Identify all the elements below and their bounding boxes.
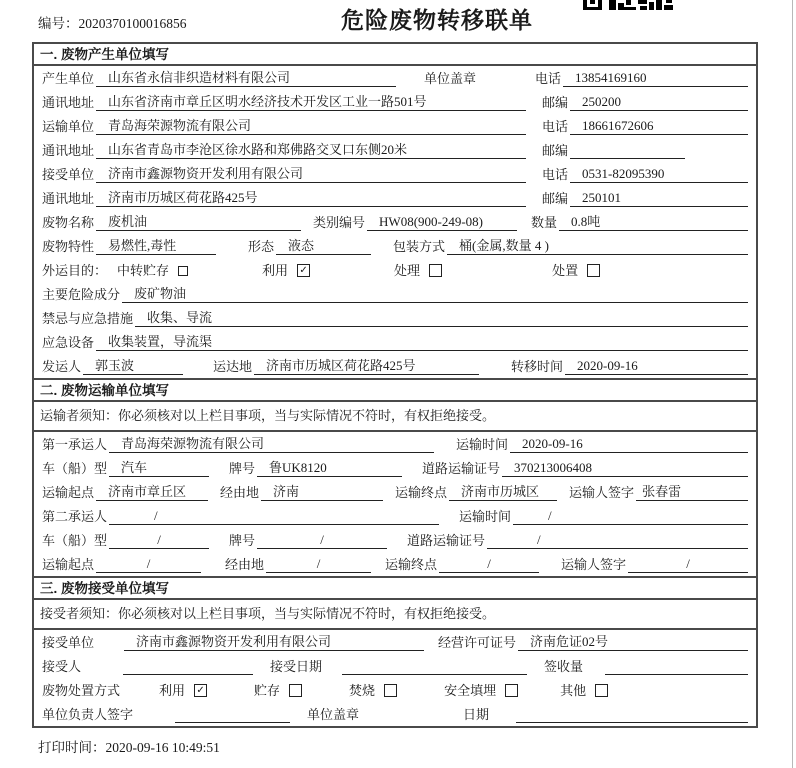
document-header — [0, 0, 796, 42]
measures-value: 收集、导流 — [135, 310, 748, 327]
plate-label: 牌号 — [229, 461, 256, 476]
field-row-route-2 — [34, 552, 756, 576]
field-row-hazard-components — [34, 282, 756, 306]
receiver-address-value: 济南市历城区荷花路425号 — [96, 190, 526, 207]
carrier-sign-label: 运输人签字 — [569, 485, 635, 500]
disposal-option-landfill — [442, 683, 518, 699]
transporter-phone-label: 电话 — [542, 119, 569, 134]
transport-time-value: 2020-09-16 — [510, 436, 748, 453]
vehicle-type-2-label: 车（船）型 — [42, 533, 108, 548]
route-via-value: 济南 — [261, 484, 383, 501]
second-carrier-label: 第二承运人 — [42, 509, 108, 524]
purpose-option-label: 利用 — [262, 263, 289, 278]
field-row-shipper — [34, 354, 756, 378]
field-row-second-carrier — [34, 504, 756, 528]
route-start-label: 运输起点 — [42, 485, 95, 500]
transporter-zip-label: 邮编 — [542, 143, 569, 158]
disposal-option-store — [252, 683, 302, 699]
checkbox-treat — [429, 264, 442, 277]
transport-time-label: 运输时间 — [456, 437, 509, 452]
plate-value: 鲁UK8120 — [257, 460, 402, 477]
field-row-receiver-unit — [34, 162, 756, 186]
waste-form-value: 液态 — [276, 238, 371, 255]
route-via-label: 经由地 — [220, 485, 260, 500]
road-license-2-value: / — [487, 532, 748, 549]
shipper-value: 郭玉波 — [83, 358, 183, 375]
receiver-notice: 接受者须知：你必须核对以上栏目事项，当与实际情况不符时，有权拒绝接受。 — [34, 600, 756, 630]
checkbox-transfer-storage — [178, 266, 188, 276]
receiver-zip-value: 250101 — [570, 190, 748, 207]
producer-address-label: 通讯地址 — [42, 95, 95, 110]
road-license-2-label: 道路运输证号 — [407, 533, 486, 548]
waste-name-label: 废物名称 — [42, 215, 95, 230]
responsible-sign-label: 单位负责人签字 — [42, 707, 134, 722]
packing-label: 包装方式 — [393, 239, 446, 254]
waste-category-label: 类别编号 — [313, 215, 366, 230]
field-row-transporter-unit — [34, 114, 756, 138]
transfer-time-value: 2020-09-16 — [565, 358, 748, 375]
transporter-unit-value: 青岛海荣源物流有限公司 — [96, 118, 526, 135]
receiving-unit-value: 济南市鑫源物资开发利用有限公司 — [124, 634, 424, 651]
document-number — [38, 12, 187, 32]
transporter-zip-value — [570, 158, 685, 159]
shipper-label: 发运人 — [42, 359, 82, 374]
section-receiver — [34, 576, 756, 726]
field-row-waste-props — [34, 234, 756, 258]
received-qty-value — [605, 674, 748, 675]
route-end-2-value: / — [439, 556, 539, 573]
route-start-2-value: / — [96, 556, 201, 573]
accept-date-label: 接受日期 — [270, 659, 323, 674]
transporter-unit-label: 运输单位 — [42, 119, 95, 134]
receiver-phone-label: 电话 — [542, 167, 569, 182]
section-producer — [34, 44, 756, 378]
section-producer-title: 一. 废物产生单位填写 — [34, 44, 756, 66]
producer-zip-label: 邮编 — [542, 95, 569, 110]
print-time-label: 打印时间： — [38, 740, 106, 755]
business-license-value: 济南危证02号 — [518, 634, 748, 651]
route-start-value: 济南市章丘区 — [96, 484, 208, 501]
field-row-first-carrier — [34, 432, 756, 456]
section-transporter-title: 二. 废物运输单位填写 — [34, 380, 756, 402]
field-row-disposal-method — [34, 678, 756, 702]
field-row-route-1 — [34, 480, 756, 504]
destination-value: 济南市历城区荷花路425号 — [254, 358, 479, 375]
road-license-label: 道路运输证号 — [422, 461, 501, 476]
hazard-label: 主要危险成分 — [42, 287, 121, 302]
disposal-option-label: 焚烧 — [349, 683, 376, 698]
waste-props-value: 易燃性,毒性 — [96, 238, 216, 255]
route-end-value: 济南市历城区 — [449, 484, 557, 501]
purpose-option-label: 处置 — [552, 263, 579, 278]
disposal-option-incinerate — [347, 683, 397, 699]
page-title: 危险废物转移联单 — [341, 7, 533, 33]
route-end-label: 运输终点 — [395, 485, 448, 500]
first-carrier-value: 青岛海荣源物流有限公司 — [109, 436, 434, 453]
measures-label: 禁忌与应急措施 — [42, 311, 134, 326]
producer-phone-value: 13854169160 — [563, 70, 748, 87]
receiver-unit-value: 济南市鑫源物资开发利用有限公司 — [96, 166, 526, 183]
qr-code-fragment-icon — [583, 0, 675, 11]
purpose-option-label: 处理 — [394, 263, 421, 278]
receiver-unit-label: 接受单位 — [42, 167, 95, 182]
field-row-responsible-signature — [34, 702, 756, 726]
first-carrier-label: 第一承运人 — [42, 437, 108, 452]
checkbox-utilize: ✓ — [297, 264, 310, 277]
purpose-option-treat — [392, 263, 442, 279]
vehicle-type-2-value: / — [109, 532, 209, 549]
purpose-label: 外运目的： — [42, 263, 108, 278]
checkbox-disposal-landfill — [505, 684, 518, 697]
transport-time-2-value: / — [513, 508, 748, 525]
producer-address-value: 山东省济南市章丘区明水经济技术开发区工业一路501号 — [96, 94, 526, 111]
checkbox-disposal-utilize: ✓ — [194, 684, 207, 697]
transfer-time-label: 转移时间 — [511, 359, 564, 374]
receiver-zip-label: 邮编 — [542, 191, 569, 206]
document-number-label: 编号： — [38, 16, 79, 31]
field-row-vehicle-1 — [34, 456, 756, 480]
carrier-sign-2-label: 运输人签字 — [561, 557, 627, 572]
print-time-value: 2020-09-16 10:49:51 — [105, 740, 220, 755]
form-table — [32, 42, 758, 728]
producer-zip-value: 250200 — [570, 94, 748, 111]
field-row-acceptor — [34, 654, 756, 678]
date-label: 日期 — [463, 707, 490, 722]
responsible-sign-value — [175, 722, 290, 723]
field-row-emergency-measures — [34, 306, 756, 330]
second-carrier-value: / — [109, 508, 439, 525]
route-via-2-label: 经由地 — [225, 557, 265, 572]
waste-props-label: 废物特性 — [42, 239, 95, 254]
purpose-option-transfer-storage — [115, 263, 188, 279]
field-row-transporter-address — [34, 138, 756, 162]
transporter-notice: 运输者须知：你必须核对以上栏目事项，当与实际情况不符时，有权拒绝接受。 — [34, 402, 756, 432]
disposal-method-label: 废物处置方式 — [42, 683, 121, 698]
disposal-option-label: 贮存 — [254, 683, 281, 698]
field-row-waste-name — [34, 210, 756, 234]
waste-name-value: 废机油 — [96, 214, 301, 231]
carrier-sign-2-value: / — [628, 556, 748, 573]
plate-2-value: / — [257, 532, 387, 549]
page-edge-line — [792, 0, 793, 768]
field-row-emergency-equipment — [34, 330, 756, 354]
print-time — [38, 736, 796, 756]
purpose-option-utilize — [260, 263, 310, 279]
vehicle-type-value: 汽车 — [109, 460, 209, 477]
transporter-phone-value: 18661672606 — [570, 118, 748, 135]
purpose-option-dispose — [550, 263, 600, 279]
business-license-label: 经营许可证号 — [438, 635, 517, 650]
acceptor-value — [123, 674, 253, 675]
route-via-2-value: / — [266, 556, 371, 573]
hazard-value: 废矿物油 — [122, 286, 748, 303]
disposal-option-label: 其他 — [560, 683, 587, 698]
field-row-producer-unit — [34, 66, 756, 90]
checkbox-disposal-incinerate — [384, 684, 397, 697]
receiver-address-label: 通讯地址 — [42, 191, 95, 206]
road-license-value: 370213006408 — [502, 460, 748, 477]
unit-seal-label: 单位盖章 — [424, 71, 477, 86]
field-row-receiving-unit — [34, 630, 756, 654]
waste-qty-value: 0.8吨 — [559, 214, 748, 231]
field-row-receiver-address — [34, 186, 756, 210]
producer-unit-value: 山东省永信非织造材料有限公司 — [96, 70, 396, 87]
receiver-phone-value: 0531-82095390 — [570, 166, 748, 183]
waste-qty-label: 数量 — [531, 215, 558, 230]
waste-category-value: HW08(900-249-08) — [367, 214, 517, 231]
accept-date-value — [342, 674, 527, 675]
unit-seal-3-label: 单位盖章 — [307, 707, 360, 722]
received-qty-label: 签收量 — [544, 659, 584, 674]
equipment-label: 应急设备 — [42, 335, 95, 350]
field-row-producer-address — [34, 90, 756, 114]
equipment-value: 收集装置，导流渠 — [96, 334, 748, 351]
checkbox-disposal-store — [289, 684, 302, 697]
destination-label: 运达地 — [213, 359, 253, 374]
document-number-value: 2020370100016856 — [78, 16, 187, 31]
disposal-option-utilize — [157, 683, 207, 699]
field-row-transfer-purpose — [34, 258, 756, 282]
transporter-address-label: 通讯地址 — [42, 143, 95, 158]
producer-phone-label: 电话 — [535, 71, 562, 86]
disposal-option-label: 利用 — [159, 683, 186, 698]
receiving-unit-label: 接受单位 — [42, 635, 95, 650]
acceptor-label: 接受人 — [42, 659, 82, 674]
transport-time-2-label: 运输时间 — [459, 509, 512, 524]
transporter-address-value: 山东省青岛市李沧区徐水路和郑佛路交叉口东侧20米 — [96, 142, 526, 159]
route-end-2-label: 运输终点 — [385, 557, 438, 572]
purpose-option-label: 中转贮存 — [117, 263, 170, 278]
checkbox-dispose — [587, 264, 600, 277]
checkbox-disposal-other — [595, 684, 608, 697]
producer-unit-label: 产生单位 — [42, 71, 95, 86]
waste-form-label: 形态 — [248, 239, 275, 254]
disposal-option-label: 安全填埋 — [444, 683, 497, 698]
section-transporter — [34, 378, 756, 576]
vehicle-type-label: 车（船）型 — [42, 461, 108, 476]
packing-value: 桶(金属,数量 4 ) — [447, 238, 748, 255]
carrier-sign-value: 张春雷 — [636, 484, 748, 501]
field-row-vehicle-2 — [34, 528, 756, 552]
route-start-2-label: 运输起点 — [42, 557, 95, 572]
disposal-option-other — [558, 683, 608, 699]
section-receiver-title: 三. 废物接受单位填写 — [34, 578, 756, 600]
plate-2-label: 牌号 — [229, 533, 256, 548]
date-value — [516, 722, 748, 723]
